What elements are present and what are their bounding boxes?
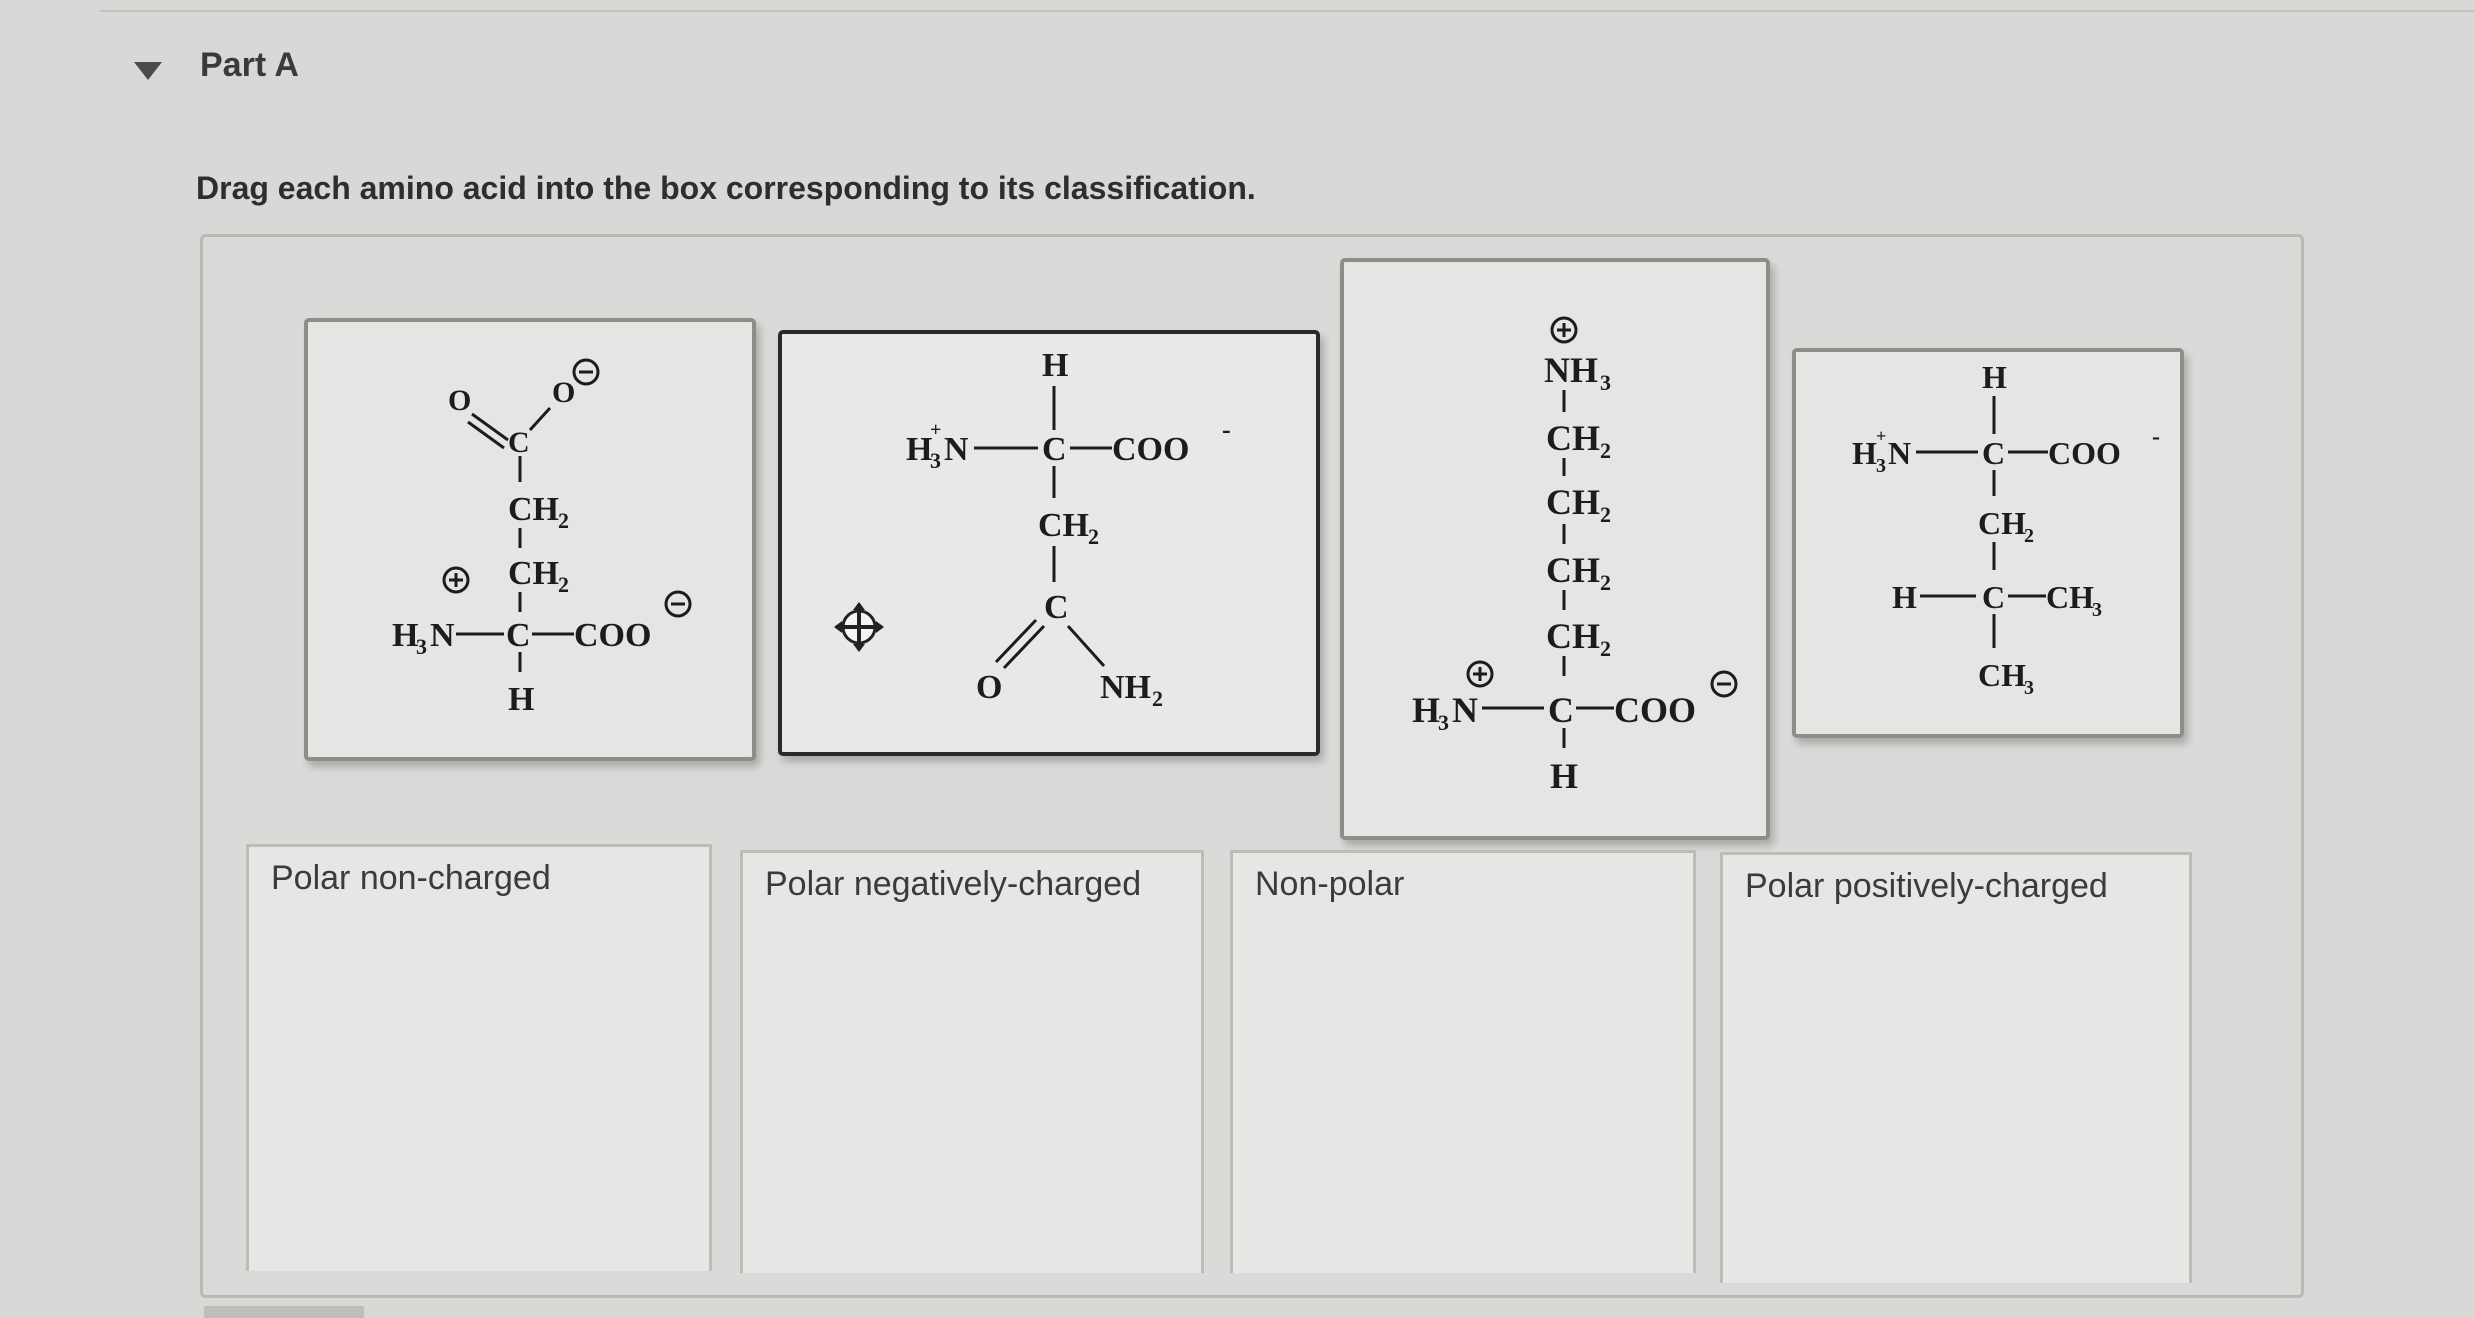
svg-text:2: 2 bbox=[1600, 438, 1611, 463]
svg-text:2: 2 bbox=[1600, 570, 1611, 595]
svg-text:H: H bbox=[392, 617, 419, 654]
svg-text:O: O bbox=[552, 376, 576, 409]
svg-text:COO: COO bbox=[1614, 690, 1697, 730]
glutamate-structure bbox=[308, 322, 752, 757]
drop-zone-label: Polar negatively-charged bbox=[765, 865, 1142, 903]
asparagine-structure bbox=[782, 334, 1316, 752]
svg-text:NH: NH bbox=[1544, 350, 1598, 390]
drop-zone-label: Non-polar bbox=[1255, 865, 1405, 903]
svg-text:C: C bbox=[1548, 690, 1574, 730]
caret-down-icon[interactable] bbox=[130, 56, 166, 86]
svg-text:CH: CH bbox=[508, 491, 559, 528]
svg-text:C: C bbox=[1982, 435, 2006, 471]
svg-text:N: N bbox=[944, 431, 969, 468]
drop-zone-polar-positively-charged[interactable] bbox=[1720, 852, 2192, 1283]
svg-text:H: H bbox=[1412, 690, 1441, 730]
svg-text:O: O bbox=[976, 669, 1003, 706]
svg-text:+: + bbox=[930, 419, 942, 441]
top-divider bbox=[100, 10, 2474, 12]
svg-text:3: 3 bbox=[2092, 599, 2102, 621]
svg-text:H: H bbox=[1892, 579, 1917, 615]
svg-text:3: 3 bbox=[416, 634, 427, 659]
svg-text:CH: CH bbox=[1546, 616, 1600, 656]
amino-acid-tile-leucine[interactable] bbox=[1792, 348, 2184, 738]
svg-text:C: C bbox=[1044, 589, 1069, 626]
drop-zone-polar-non-charged[interactable] bbox=[246, 844, 712, 1271]
svg-text:H: H bbox=[508, 681, 535, 718]
svg-text:+: + bbox=[1876, 426, 1887, 446]
svg-text:3: 3 bbox=[1600, 370, 1611, 395]
svg-text:COO: COO bbox=[574, 617, 652, 654]
svg-text:O: O bbox=[448, 384, 472, 417]
amino-acid-tile-lysine[interactable] bbox=[1340, 258, 1770, 840]
leucine-structure bbox=[1796, 352, 2180, 734]
amino-acid-tile-asparagine[interactable] bbox=[778, 330, 1320, 756]
svg-text:-: - bbox=[2152, 424, 2160, 450]
svg-text:CH: CH bbox=[508, 555, 559, 592]
svg-text:C: C bbox=[508, 426, 530, 459]
drop-zone-non-polar[interactable] bbox=[1230, 850, 1696, 1273]
svg-text:3: 3 bbox=[1438, 710, 1449, 735]
svg-text:CH: CH bbox=[1546, 482, 1600, 522]
svg-text:C: C bbox=[506, 617, 531, 654]
drop-zone-label: Polar positively-charged bbox=[1745, 867, 2108, 905]
svg-text:CH: CH bbox=[1546, 550, 1600, 590]
svg-text:2: 2 bbox=[1088, 524, 1099, 549]
lysine-structure bbox=[1344, 262, 1766, 836]
svg-text:H: H bbox=[1982, 359, 2007, 395]
svg-text:3: 3 bbox=[1876, 455, 1886, 477]
bottom-button-edge bbox=[204, 1306, 364, 1318]
drop-zone-polar-negatively-charged[interactable] bbox=[740, 850, 1204, 1273]
svg-text:C: C bbox=[1982, 579, 2006, 615]
svg-text:C: C bbox=[1042, 431, 1067, 468]
svg-text:H: H bbox=[1852, 435, 1877, 471]
svg-text:COO: COO bbox=[1112, 431, 1190, 468]
svg-text:2: 2 bbox=[558, 572, 569, 597]
svg-text:2: 2 bbox=[1600, 636, 1611, 661]
amino-acid-tile-glutamate[interactable] bbox=[304, 318, 756, 761]
svg-text:3: 3 bbox=[2024, 677, 2034, 699]
svg-text:CH: CH bbox=[2046, 579, 2094, 615]
svg-text:COO: COO bbox=[2048, 435, 2121, 471]
svg-text:N: N bbox=[1888, 435, 1912, 471]
svg-text:NH: NH bbox=[1100, 669, 1151, 706]
move-cursor-icon bbox=[832, 600, 886, 654]
svg-text:2: 2 bbox=[2024, 525, 2034, 547]
svg-text:CH: CH bbox=[1546, 418, 1600, 458]
svg-text:CH: CH bbox=[1038, 507, 1089, 544]
svg-text:2: 2 bbox=[1600, 502, 1611, 527]
drop-zone-label: Polar non-charged bbox=[271, 859, 551, 897]
svg-text:N: N bbox=[430, 617, 455, 654]
svg-text:H: H bbox=[1550, 756, 1579, 796]
svg-text:2: 2 bbox=[1152, 686, 1163, 711]
part-title[interactable]: Part A bbox=[200, 46, 299, 84]
svg-text:-: - bbox=[1222, 415, 1231, 444]
svg-text:H: H bbox=[906, 431, 933, 468]
svg-text:3: 3 bbox=[930, 448, 941, 473]
svg-text:H: H bbox=[1042, 347, 1069, 384]
svg-text:CH: CH bbox=[1978, 657, 2026, 693]
instructions-text: Drag each amino acid into the box corresponding to its classification. bbox=[196, 170, 1256, 206]
svg-text:CH: CH bbox=[1978, 505, 2026, 541]
svg-text:2: 2 bbox=[558, 508, 569, 533]
svg-text:N: N bbox=[1452, 690, 1478, 730]
